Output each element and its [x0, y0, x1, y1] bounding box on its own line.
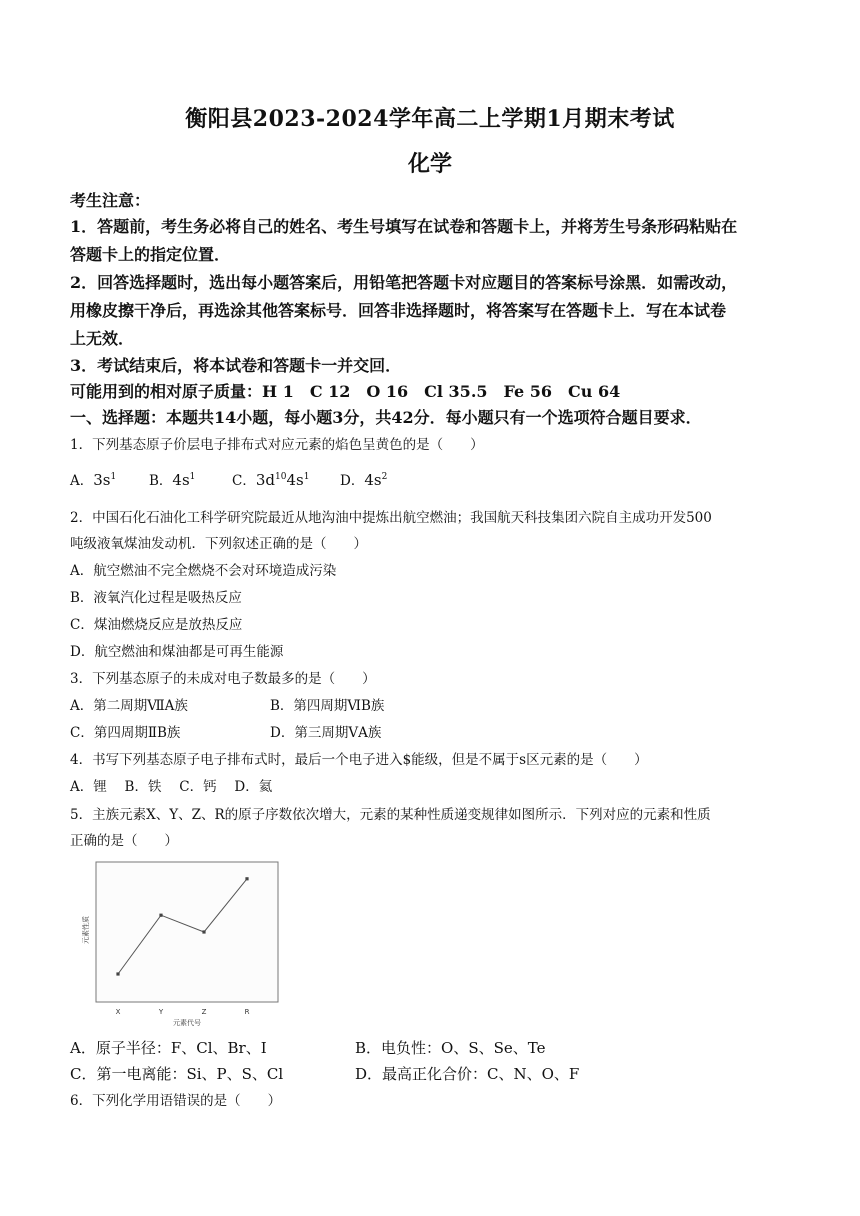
q5-chart [78, 860, 282, 1030]
q2-option-d: D．航空燃油和煤油都是可再生能源 [70, 644, 284, 660]
q1-option-d-label: D． [340, 473, 365, 489]
notice-item-2-line-3: 上无效． [70, 329, 135, 348]
exam-subject: 化学 [407, 151, 452, 177]
notice-item-3: 3．考试结束后，将本试卷和答题卡一并交回． [70, 356, 402, 375]
q5-option-c: C．第一电离能：Si、P、S、Cl [70, 1065, 284, 1083]
section-1-heading: 一、选择题：本题共14小题，每小题3分，共42分．每小题只有一个选项符合题目要求． [70, 408, 702, 427]
q1-option-c-value-2: 4s [286, 471, 304, 489]
q4-stem: 4．书写下列基态原子电子排布式时，最后一个电子进入$能级，但是不属于s区元素的是（ ） [70, 752, 648, 768]
q1-option-c-sup-2: 1 [303, 472, 310, 482]
q2-option-b: B．液氧汽化过程是吸热反应 [70, 590, 242, 606]
q5-stem-line-2: 正确的是（ ） [70, 833, 178, 849]
q1-option-b-label: B． [149, 473, 173, 489]
q5-option-d: D．最高正化合价：C、N、O、F [355, 1065, 580, 1083]
q5-option-a: A．原子半径：F、Cl、Br、I [70, 1039, 267, 1057]
q2-option-a: A．航空燃油不完全燃烧不会对环境造成污染 [70, 563, 337, 579]
q5-chart-svg [78, 860, 282, 1030]
q1-option-a [70, 469, 116, 489]
notice-item-2-line-1: 2．回答选择题时，选出每小题答案后，用铅笔把答题卡对应题目的答案标号涂黑．如需改动， [70, 273, 738, 292]
chart-x-tick-z: Z [201, 1008, 207, 1016]
q2-stem-line-1: 2．中国石化石油化工科学研究院最近从地沟油中提炼出航空燃油；我国航天科技集团六院自主成功开发500 [70, 510, 712, 526]
q1-stem: 1．下列基态原子价层电子排布式对应元素的焰色呈黄色的是（ ） [70, 437, 484, 453]
chart-x-tick-r: R [244, 1008, 250, 1016]
q1-option-b-sup: 1 [189, 472, 196, 482]
chart-point-r [245, 877, 248, 880]
chart-point-x [116, 972, 119, 975]
chart-y-axis-label: 元素性质 [82, 916, 90, 944]
q1-option-b [149, 469, 195, 489]
notice-item-1-line-1: 1．答题前，考生务必将自己的姓名、考生号填写在试卷和答题卡上，并将芳生号条形码粘贴在 [70, 217, 738, 236]
q4-options: A．锂 B．铁 C．钙 D．氦 [70, 779, 273, 795]
q3-stem: 3．下列基态原子的未成对电子数最多的是（ ） [70, 671, 376, 687]
q1-option-c-label: C． [232, 473, 256, 489]
exam-title: 衡阳县2023-2024学年高二上学期1月期末考试 [185, 106, 675, 132]
notice-heading: 考生注意： [70, 191, 151, 210]
q1-option-d-value: 4s [364, 471, 382, 489]
q3-option-c: C．第四周期ⅡB族 [70, 725, 181, 741]
q5-option-b: B．电负性：O、S、Se、Te [355, 1039, 546, 1057]
q1-option-a-sup: 1 [110, 472, 117, 482]
q1-option-c-sup-1: 10 [275, 472, 287, 482]
notice-item-1-line-2: 答题卡上的指定位置． [70, 245, 231, 264]
chart-frame [96, 862, 278, 1002]
q2-option-c: C．煤油燃烧反应是放热反应 [70, 617, 243, 633]
q1-option-d-sup: 2 [381, 472, 388, 482]
q3-option-a: A．第二周期ⅦA族 [70, 698, 188, 714]
chart-point-y [159, 914, 162, 917]
q1-option-a-label: A． [70, 473, 94, 489]
q3-option-b: B．第四周期ⅥB族 [270, 698, 385, 714]
q1-option-d [340, 469, 387, 489]
q1-option-c [232, 469, 309, 489]
chart-point-z [202, 930, 205, 933]
atomic-mass-line: 可能用到的相对原子质量：H 1 C 12 O 16 Cl 35.5 Fe 56 Cu 64 [70, 382, 621, 401]
q1-option-a-value: 3s [93, 471, 111, 489]
q6-stem: 6．下列化学用语错误的是（ ） [70, 1093, 282, 1109]
chart-x-tick-y: Y [158, 1008, 164, 1016]
q1-option-c-value-1: 3d [255, 471, 275, 489]
q5-stem-line-1: 5．主族元素X、Y、Z、R的原子序数依次增大，元素的某种性质递变规律如图所示．下列对应的元素和性质 [70, 807, 711, 823]
chart-x-tick-x: X [115, 1008, 121, 1016]
notice-item-2-line-2: 用橡皮擦干净后，再选涂其他答案标号．回答非选择题时，将答案写在答题卡上．写在本试卷 [70, 301, 727, 320]
q1-option-b-value: 4s [172, 471, 190, 489]
q2-stem-line-2: 吨级液氧煤油发动机．下列叙述正确的是（ ） [70, 536, 367, 552]
q3-option-d: D．第三周期ⅤA族 [270, 725, 382, 741]
chart-x-axis-label: 元素代号 [173, 1019, 201, 1027]
